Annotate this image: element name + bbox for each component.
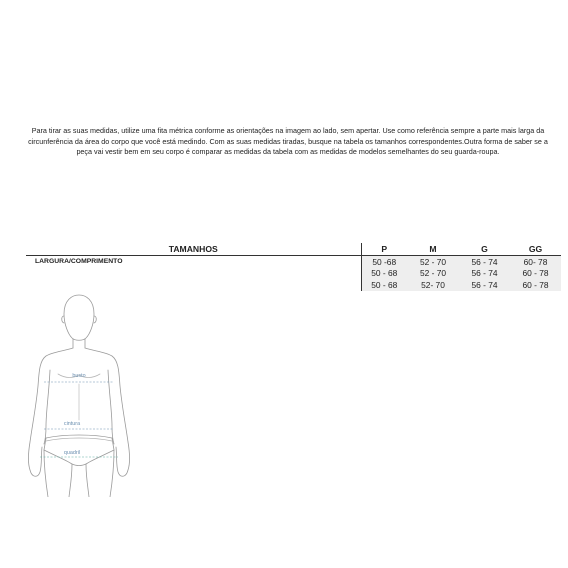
row-label	[26, 279, 361, 291]
cell-p: 50 - 68	[361, 279, 407, 291]
hip-label: quadril	[63, 450, 81, 456]
table-row	[26, 268, 561, 280]
chest-label: busto	[72, 373, 86, 379]
cell-m: 52 - 70	[407, 256, 459, 268]
row-label: LARGURA/COMPRIMENTO	[35, 258, 123, 266]
size-header-m: M	[407, 243, 459, 256]
cell-g: 56 - 74	[459, 268, 510, 280]
body-outline	[29, 295, 130, 497]
table-row	[26, 279, 561, 291]
size-header-gg: GG	[510, 243, 561, 256]
cell-m: 52 - 70	[407, 268, 459, 280]
cell-p: 50 -68	[361, 256, 407, 268]
table-row	[26, 256, 561, 268]
row-label	[26, 268, 361, 280]
cell-gg: 60 - 78	[510, 279, 561, 291]
body-measurement-figure	[24, 292, 144, 497]
cell-gg: 60 - 78	[510, 268, 561, 280]
size-table	[26, 243, 561, 291]
intro-paragraph: Para tirar as suas medidas, utilize uma fita métrica conforme as orientações na imagem ao lado, sem apertar. Use como referência sempre a parte mais larga da circunferência da área do corpo que você está medindo. Com as suas medidas tiradas, busque na tabela os tamanhos correspondentes.Outra forma de saber se a peça vai vestir bem em seu corpo é comparar as medidas da tabela com as medidas de modelos semelhantes do seu guarda-roupa.	[28, 126, 548, 156]
size-header-g: G	[459, 243, 510, 256]
size-table-header-row	[26, 243, 561, 256]
tamanhos-header: TAMANHOS	[26, 243, 361, 256]
cell-p: 50 - 68	[361, 268, 407, 280]
size-header-p: P	[361, 243, 407, 256]
waist-label: cintura	[63, 421, 81, 427]
cell-g: 56 - 74	[459, 256, 510, 268]
cell-gg: 60- 78	[510, 256, 561, 268]
cell-m: 52- 70	[407, 279, 459, 291]
cell-g: 56 - 74	[459, 279, 510, 291]
